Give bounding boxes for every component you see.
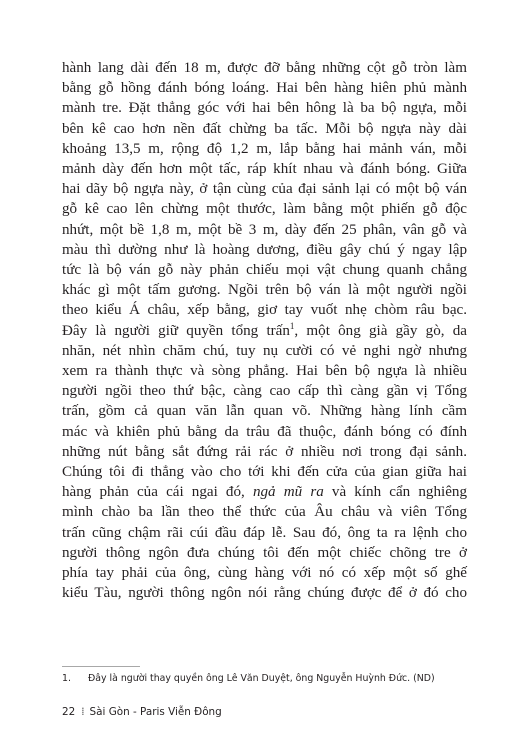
text-segment: hàng phản của cái ngai đó,	[62, 484, 253, 501]
text-segment: , một ông già gầy gò, da	[294, 322, 467, 339]
text-line: người thông ngôn đưa chúng tôi đến một chiếc chõng tre ở	[62, 544, 467, 561]
text-line: mình chào ba lần theo thể thức của Âu châu và viên Tổng	[62, 504, 467, 521]
text-line: theo kiểu Á châu, xếp bằng, giơ tay vuốt nhẹ chòm râu bạc.	[62, 302, 467, 319]
text-line: màu thì dường như là hoàng dương, điều gây chú ý ngay lập	[62, 241, 467, 258]
text-line: nhứt, một bề 1,8 m, một bề 3 m, dày đến 25 phân, vân gỗ và	[62, 221, 467, 238]
text-line: xem ra thành thực và sòng phẳng. Hai bên bộ ngựa là nhiều	[62, 363, 467, 380]
text-line: mành tre. Đặt thẳng góc với hai bên hông là ba bộ ngựa, mỗi	[62, 100, 467, 117]
book-title: Sài Gòn - Paris Viễn Đông	[89, 706, 222, 718]
text-line: kiểu Tàu, người thông ngôn nói rằng chúng được để ở đó cho	[62, 585, 467, 602]
text-line: trấn cũng chậm rãi cúi đầu đáp lễ. Sau đó, ông ta ra lệnh cho	[62, 524, 467, 541]
footnote-divider	[62, 666, 140, 667]
text-line: khoảng 13,5 m, rộng độ 1,2 m, lắp bằng hai mảnh ván, mỗi	[62, 140, 467, 157]
text-line: Chúng tôi đi thẳng vào cho tới khi đến cửa của gian giữa hai	[62, 464, 467, 481]
footnote-ref[interactable]: 1	[289, 320, 295, 331]
page-footer	[62, 706, 222, 718]
text-line-with-italic	[62, 482, 467, 502]
text-line: mảnh dày đến hơn một tấc, ráp khít nhau và đánh bóng. Giữa	[62, 161, 467, 178]
body-paragraph	[62, 58, 467, 603]
text-segment: và kính cẩn nghiêng	[323, 484, 468, 501]
text-line: hai dãy bộ ngựa này, ở tận cùng của đại sảnh lại có một bộ ván	[62, 181, 467, 198]
footnote	[62, 672, 472, 685]
text-line: gỗ kê cao lên chừng một thước, làm bằng một phiến gỗ độc	[62, 201, 467, 218]
text-line: hành lang dài đến 18 m, được đỡ bằng những cột gỗ tròn làm	[62, 60, 467, 76]
page-number: 22	[62, 706, 76, 718]
text-line: mác và khiên phủ bằng da trâu đã thuộc, đánh bóng có đính	[62, 423, 467, 440]
text-line: những nút bằng sắt đứng rải rác ở nhiều nơi trong đại sảnh.	[62, 443, 467, 460]
text-line: trấn, gồm cả quan văn lẫn quan võ. Những hàng lính cầm	[62, 403, 467, 420]
text-line: nhăn, nét nhìn chăm chú, tuy nụ cười có vẻ nghi ngờ nhưng	[62, 342, 467, 359]
text-line: bằng gỗ hồng đánh bóng loáng. Hai bên hàng hiên phủ mành	[62, 80, 467, 97]
text-line: khác gì một tấm gương. Ngồi trên bộ ván là một người ngồi	[62, 282, 467, 299]
text-line: bên kê cao hơn nền đất chừng ba tấc. Mỗi bộ ngựa này dài	[62, 120, 467, 137]
italic-phrase: ngả mũ ra	[252, 484, 324, 501]
text-segment: Đây là người giữ quyền tổng trấn	[62, 322, 290, 339]
footnote-number: 1.	[62, 673, 71, 684]
text-line-with-footnote-ref	[62, 321, 467, 341]
footnote-text: Đây là người thay quyền ông Lê Văn Duyệt, ông Nguyễn Huỳnh Đức. (ND)	[88, 673, 435, 684]
text-line: tức là bộ ván gỗ này phản chiếu mọi vật chung quanh chẳng	[62, 262, 467, 279]
text-line: phía tay phải của ông, cùng hàng với nó có xếp một số ghế	[62, 565, 467, 582]
footer-separator: ⁞	[81, 706, 84, 718]
text-line: người ngồi theo thứ bậc, càng cao cấp thì càng gần vị Tổng	[62, 383, 467, 400]
